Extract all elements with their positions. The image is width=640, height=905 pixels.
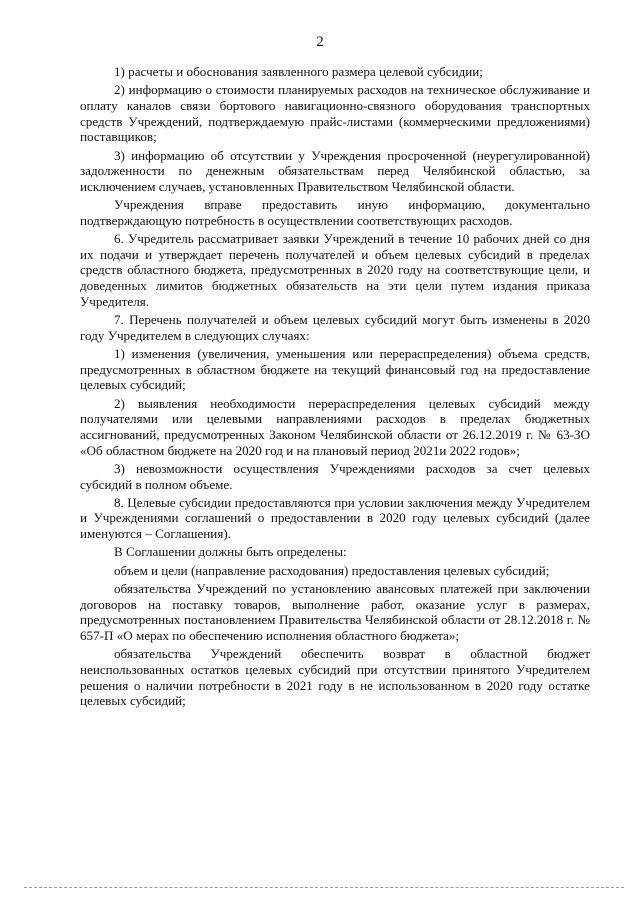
- paragraph: 2) выявления необходимости перераспределения целевых субсидий между получателями или целевыми направлениями расходов в пределах бюджетных ассигнований, предусмотренных Законом Челябинской области от 26.12.2019 г. № 63-ЗО «Об областном бюджете на 2020 год и на плановый период 2021и 2022 годов»;: [80, 395, 590, 458]
- page-number: 2: [316, 34, 324, 50]
- paragraph: 1) изменения (увеличения, уменьшения или перераспределения) объема средств, предусмотренных в областном бюджете на текущий финансовый год на предоставление целевых субсидий;: [80, 345, 590, 393]
- paragraph: обязательства Учреждений обеспечить возврат в областной бюджет неиспользованных остатков целевых субсидий при отсутствии принятого Учредителем решения о наличии потребности в 2021 году в не использованном в 2020 году остатке целевых субсидий;: [80, 646, 590, 709]
- paragraph: 7. Перечень получателей и объем целевых субсидий могут быть изменены в 2020 году Учредителем в следующих случаях:: [80, 312, 590, 343]
- paragraph: объем и цели (направление расходования) предоставления целевых субсидий;: [114, 562, 550, 578]
- paragraph: обязательства Учреждений по установлению авансовых платежей при заключении договоров на поставку товаров, выполнение работ, оказание услуг в размерах, предусмотренных постановлением Правительства Челябинской области от 28.12.2018 г. № 657-П «О мерах по обеспечению исполнения областного бюджета»;: [80, 580, 590, 643]
- paragraph: Учреждения вправе предоставить иную информацию, документально подтверждающую потребность в осуществлении соответствующих расходов.: [80, 197, 590, 228]
- paragraph: 6. Учредитель рассматривает заявки Учреждений в течение 10 рабочих дней со дня их подачи и утверждает перечень получателей и объем целевых субсидий в пределах средств областного бюджета, предусмотренных в 2020 году на соответствующие цели, и доведенных лимитов бюджетных обязательств на эти цели путем издания приказа Учредителя.: [80, 231, 590, 309]
- bottom-rule: [24, 887, 624, 888]
- paragraph: В Соглашении должны быть определены:: [114, 544, 347, 560]
- paragraph: 3) невозможности осуществления Учреждениями расходов за счет целевых субсидий в полном объеме.: [80, 460, 590, 492]
- document-body: [80, 64, 590, 711]
- paragraph: 1) расчеты и обоснования заявленного размера целевой субсидии;: [114, 64, 483, 79]
- paragraph: 3) информацию об отсутствии у Учреждения просроченной (неурегулированной) задолженности по денежным обязательствам перед Челябинской областью, за исключением случаев, установленных Правительством Челябинской области.: [80, 147, 590, 194]
- paragraph: 2) информацию о стоимости планируемых расходов на техническое обслуживание и оплату каналов связи бортового навигационно-связного оборудования транспортных средств Учреждений, подтверждаемую прайс-листами (коммерческими предложениями) поставщиков;: [80, 82, 590, 145]
- paragraph: 8. Целевые субсидии предоставляются при условии заключения между Учредителем и Учреждениями соглашений о предоставлении в 2020 году целевых субсидий (далее именуются – Соглашения).: [80, 494, 590, 542]
